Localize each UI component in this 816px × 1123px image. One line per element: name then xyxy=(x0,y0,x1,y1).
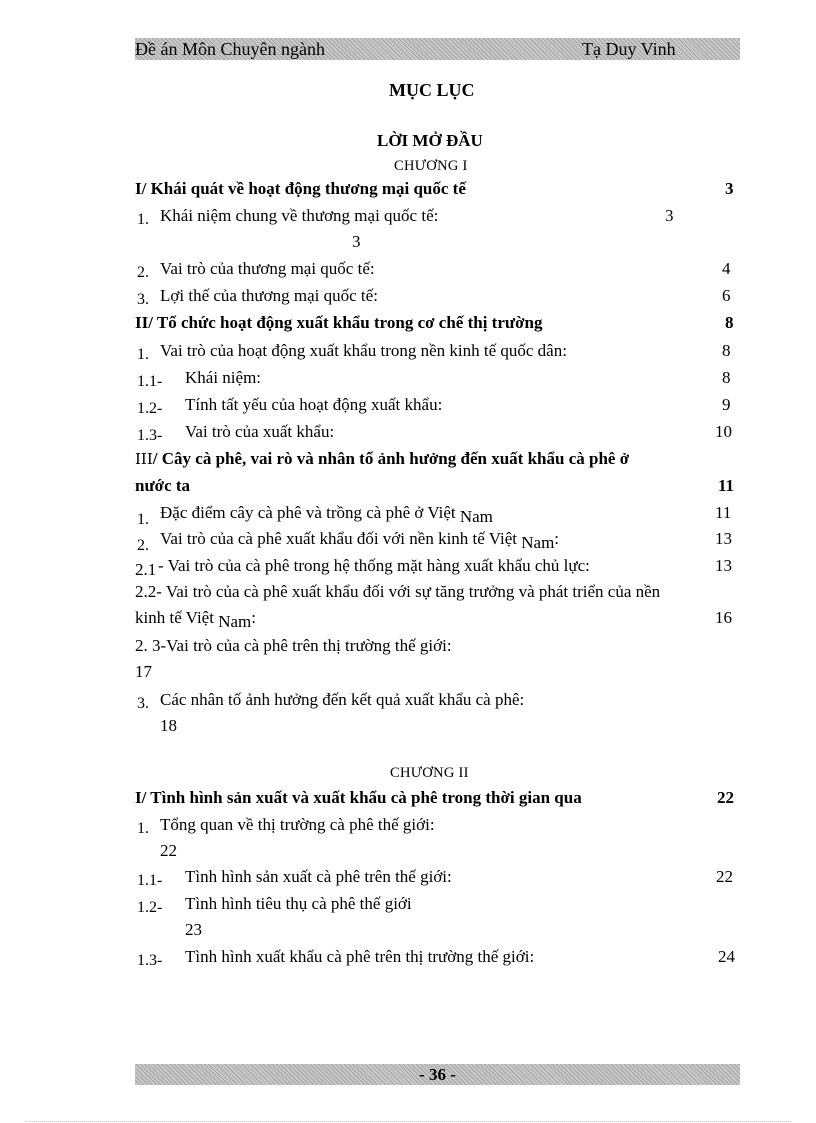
toc-c2-section-1-title[interactable]: I/ Tình hình sản xuất và xuất khẩu cà phê trong thời gian qua xyxy=(135,788,582,807)
toc-item-page: 9 xyxy=(722,395,731,414)
toc-marker: 1. xyxy=(137,820,149,837)
page-number: - 36 - xyxy=(419,1065,456,1084)
toc-item-page: 22 xyxy=(716,867,733,886)
toc-section-3-page: 11 xyxy=(718,476,735,495)
toc-item-page: 8 xyxy=(722,341,731,360)
toc-item-text[interactable]: Khái niệm: xyxy=(185,368,262,387)
toc-item-text[interactable]: Vai trò của thương mại quốc tế: xyxy=(160,259,375,278)
toc-marker: 1.2- xyxy=(137,899,163,916)
page-title: MỤC LỤC xyxy=(389,80,475,100)
toc-item-page: 23 xyxy=(185,920,202,939)
toc-item-text[interactable]: Lợi thế của thương mại quốc tế: xyxy=(160,286,378,305)
toc-item-page: 4 xyxy=(722,259,731,278)
toc-marker: 2. xyxy=(137,264,149,281)
page-header xyxy=(135,38,740,60)
toc-marker: 1.1- xyxy=(137,872,163,889)
page-footer xyxy=(135,1064,740,1085)
toc-item-text[interactable]: Tình hình tiêu thụ cà phê thế giới xyxy=(185,894,412,913)
toc-marker: 1.2- xyxy=(137,400,163,417)
toc-marker: 1.1- xyxy=(137,373,163,390)
toc-item-label: Đặc điểm cây cà phê và trồng cà phê ở Việt xyxy=(160,503,456,522)
toc-item-text[interactable]: Các nhân tố ảnh hưởng đến kết quả xuất khẩu cà phê: xyxy=(160,690,525,709)
toc-section-3-line1: / Cây cà phê, vai rò và nhân tố ảnh hưởng đến xuất khẩu cà phê ở xyxy=(152,449,630,468)
header-author: Tạ Duy Vinh xyxy=(582,39,676,59)
toc-item-label: Vai trò của cà phê xuất khẩu đối với nền kinh tế Việt xyxy=(160,529,517,548)
toc-item-page: 8 xyxy=(722,368,731,387)
toc-item-text[interactable]: 2. 3-Vai trò của cà phê trên thị trường thế giới: xyxy=(135,636,452,655)
toc-item-text[interactable]: Tình hình sản xuất cà phê trên thế giới: xyxy=(185,867,452,886)
toc-item-text[interactable]: Khái niệm chung về thương mại quốc tế: xyxy=(160,206,439,225)
page-bottom-divider xyxy=(25,1121,791,1122)
toc-item-page: 18 xyxy=(160,716,177,735)
toc-item-page-wrap: 3 xyxy=(352,232,361,251)
toc-item-colon: : xyxy=(554,529,560,548)
header-course-title: Đề án Môn Chuyên ngành xyxy=(135,39,325,59)
toc-marker: 1. xyxy=(137,211,149,228)
toc-section-2-page: 8 xyxy=(725,313,734,332)
toc-item-nam: Nam xyxy=(521,533,555,552)
toc-item-colon: : xyxy=(251,608,256,627)
chapter-2-heading: CHƯƠNG II xyxy=(390,765,469,781)
toc-marker: 1. xyxy=(137,511,149,528)
toc-section-1-page: 3 xyxy=(725,179,734,198)
intro-heading: LỜI MỞ ĐẦU xyxy=(377,131,483,150)
toc-item-text[interactable]: Tổng quan về thị trường cà phê thế giới: xyxy=(160,815,435,834)
toc-item-text[interactable] xyxy=(160,502,493,524)
toc-item-text[interactable]: Vai trò của hoạt động xuất khẩu trong nền kinh tế quốc dân: xyxy=(160,341,567,360)
toc-item-page: 22 xyxy=(160,841,177,860)
toc-item-page: 10 xyxy=(715,422,732,441)
toc-marker: 2.1 xyxy=(135,560,157,579)
toc-item-text[interactable]: 2.2- Vai trò của cà phê xuất khẩu đối với sự tăng trưởng và phát triển của nền xyxy=(135,582,661,601)
toc-item-label: kinh tế Việt xyxy=(135,608,214,627)
toc-item-page: 13 xyxy=(715,556,732,575)
toc-marker: 2. xyxy=(137,537,149,554)
chapter-1-heading: CHƯƠNG I xyxy=(394,158,468,174)
toc-item-nam: Nam xyxy=(459,507,493,526)
toc-marker: 1.3- xyxy=(137,427,163,444)
toc-item-nam: Nam xyxy=(218,612,252,631)
toc-item-page: 17 xyxy=(135,662,152,681)
toc-item-page: 13 xyxy=(715,529,732,548)
toc-item-page: 3 xyxy=(665,206,674,225)
toc-c2-section-1-page: 22 xyxy=(717,788,734,807)
toc-item-text[interactable]: Tính tất yếu của hoạt động xuất khẩu: xyxy=(185,395,443,414)
toc-item-page: 16 xyxy=(715,608,732,627)
toc-marker: 1.3- xyxy=(137,952,163,969)
toc-section-2-title[interactable]: II/ Tổ chức hoạt động xuất khẩu trong cơ chế thị trường xyxy=(135,313,543,332)
toc-item-page: 24 xyxy=(718,947,735,966)
toc-item-text-line2[interactable] xyxy=(135,607,256,629)
toc-section-1-title[interactable]: I/ Khái quát về hoạt động thương mại quốc tế xyxy=(135,179,466,198)
toc-marker: 3. xyxy=(137,291,149,308)
toc-item-page: 11 xyxy=(715,503,732,522)
toc-item-page: 6 xyxy=(722,286,731,305)
toc-item-text[interactable] xyxy=(160,528,559,550)
toc-section-3-line2[interactable]: nước ta xyxy=(135,476,191,495)
toc-marker: 3. xyxy=(137,695,149,712)
toc-item-text[interactable]: Vai trò của xuất khẩu: xyxy=(185,422,335,441)
toc-section-3-prefix: III xyxy=(135,450,153,468)
toc-section-3-title[interactable] xyxy=(135,448,629,470)
toc-marker: 1. xyxy=(137,346,149,363)
toc-item-text[interactable]: Tình hình xuất khẩu cà phê trên thị trường thế giới: xyxy=(185,947,535,966)
toc-item-text[interactable]: - Vai trò của cà phê trong hệ thống mặt hàng xuất khẩu chủ lực: xyxy=(158,556,590,575)
